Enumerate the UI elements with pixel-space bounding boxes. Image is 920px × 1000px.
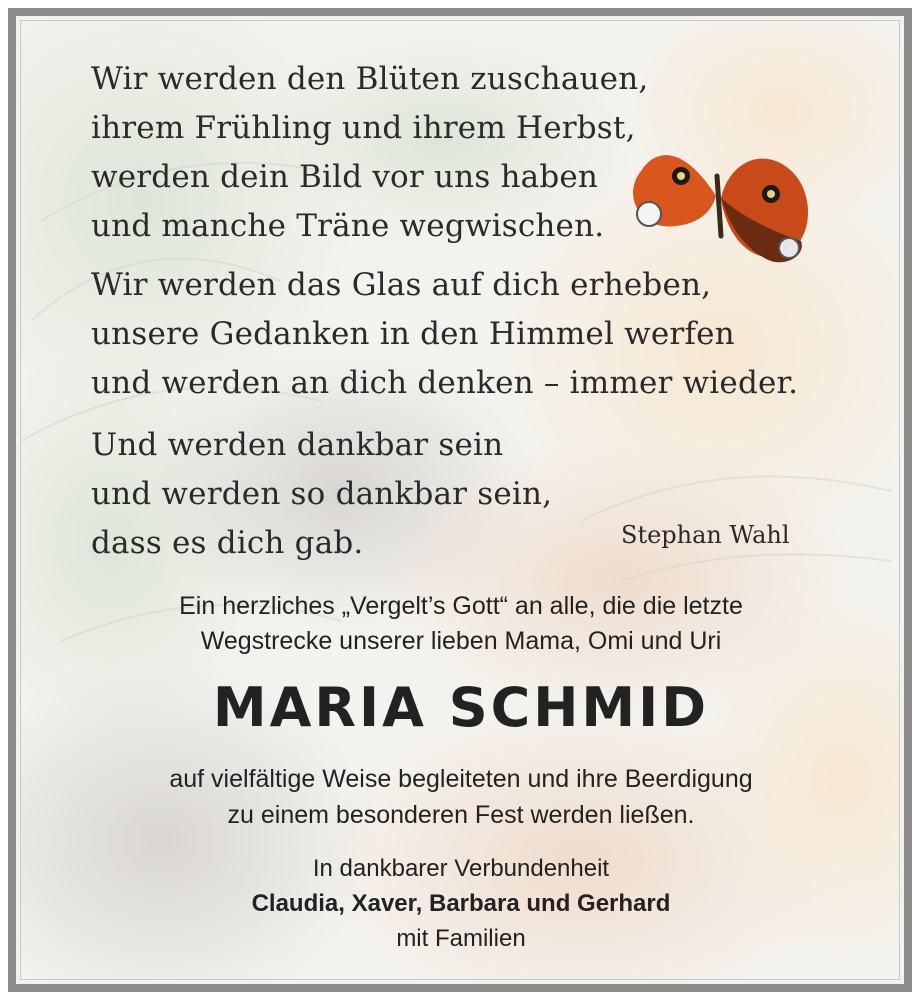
- poem-line: und werden an dich denken – immer wieder.: [91, 365, 799, 401]
- poem-line: unsere Gedanken in den Himmel werfen: [91, 316, 735, 352]
- accompany-line: auf vielfältige Weise begleiteten und ihre Beerdigung: [169, 765, 753, 793]
- thanks-text: [21, 589, 900, 659]
- poem-stanza-1: [91, 55, 791, 251]
- deceased-name: MARIA SCHMID: [212, 676, 710, 739]
- poem-line: werden dein Bild vor uns haben: [91, 159, 599, 195]
- poem-line: Wir werden das Glas auf dich erheben,: [91, 267, 712, 303]
- poem-line: Und werden dankbar sein: [91, 427, 504, 463]
- accompany-line: zu einem besonderen Fest werden ließen.: [227, 801, 695, 829]
- thanks-line: Ein herzliches „Vergelt’s Gott“ an alle, die die letzte: [179, 592, 743, 620]
- thanks-line: Wegstrecke unserer lieben Mama, Omi und Uri: [200, 627, 722, 655]
- signoff-greeting: In dankbarer Verbundenheit: [312, 855, 610, 882]
- poem-line: Wir werden den Blüten zuschauen,: [91, 61, 649, 97]
- signoff-block: [21, 851, 900, 956]
- poem-stanza-2: [91, 261, 799, 408]
- poem-line: ihrem Frühling und ihrem Herbst,: [91, 110, 636, 146]
- poem-line: und manche Träne wegwischen.: [91, 208, 605, 244]
- poem-line: dass es dich gab.: [91, 525, 364, 561]
- poem-line: und werden so dankbar sein,: [91, 476, 553, 512]
- poem-author: Stephan Wahl: [621, 521, 790, 549]
- signoff-names: Claudia, Xaver, Barbara und Gerhard: [251, 890, 671, 917]
- obituary-card: [20, 20, 900, 980]
- signoff-family: mit Familien: [396, 925, 526, 952]
- accompany-text: [21, 761, 900, 833]
